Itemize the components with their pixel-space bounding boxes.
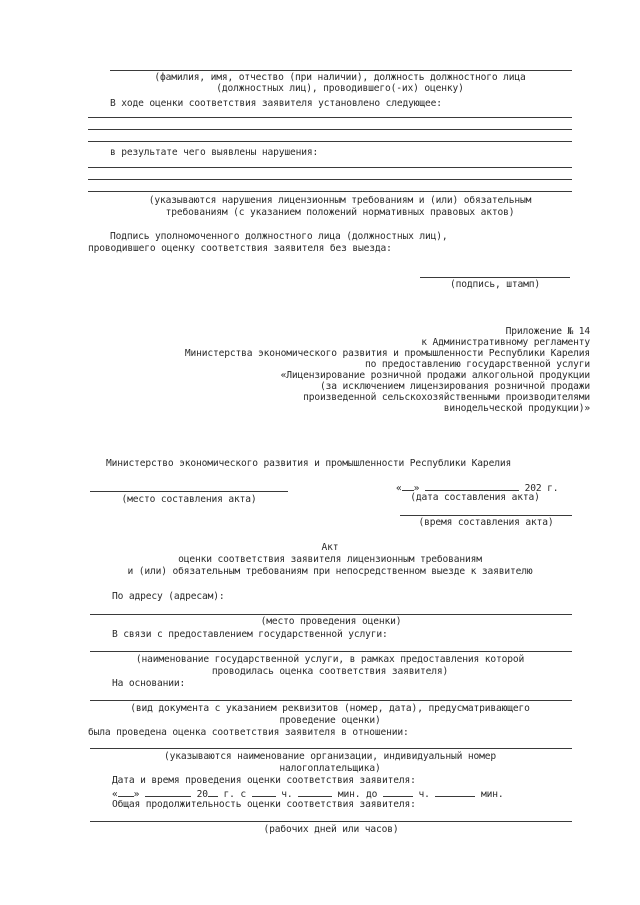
appendix-line: Приложение № 14 (505, 326, 590, 337)
service-label: В связи с предоставлением государственной услуги: (112, 629, 388, 640)
appendix-line: к Административному регламенту (421, 337, 590, 348)
org-fill-line (90, 748, 572, 749)
appendix-line: «Лицензирование розничной продажи алкогольной продукции (280, 370, 590, 381)
date-field: « » 202 г. (396, 483, 559, 494)
act-subtitle-line1: оценки соответствия заявителя лицензионным требованиям (178, 554, 482, 565)
basis-caption-line1: (вид документа с указанием реквизитов (номер, дата), предусматривающего (130, 703, 530, 714)
established-fill-line-1 (88, 117, 572, 118)
datetime-label: Дата и время проведения оценки соответствия заявителя: (112, 775, 416, 786)
duration-caption: (рабочих дней или часов) (263, 824, 399, 835)
org-caption-line1: (указываются наименование организации, индивидуальный номер (164, 751, 496, 762)
place-caption: (место составления акта) (121, 494, 257, 505)
officer-caption-line2: (должностных лиц), проводившего(-их) оценку) (216, 83, 464, 94)
time-fill-line (400, 515, 572, 516)
signature-fill-line (420, 277, 570, 278)
duration-fill-line (90, 821, 572, 822)
signature-text-line2: проводившего оценку соответствия заявителя без выезда: (88, 243, 392, 254)
service-fill-line (90, 651, 572, 652)
appendix-line: (за исключением лицензирования розничной продажи (319, 381, 590, 392)
conducted-label: была проведена оценка соответствия заявителя в отношении: (88, 727, 409, 738)
service-caption-line2: проводилась оценка соответствия заявителя) (211, 666, 449, 677)
basis-fill-line (90, 700, 572, 701)
appendix-line: Министерства экономического развития и промышленности Республики Карелия (184, 348, 590, 359)
address-fill-line (90, 614, 572, 615)
violations-label: в результате чего выявлены нарушения: (110, 147, 319, 158)
place-fill-line (90, 491, 288, 492)
established-label: В ходе оценки соответствия заявителя установлено следующее: (110, 98, 442, 109)
name-fill-line (110, 70, 572, 71)
signature-text-line1: Подпись уполномоченного должностного лица (должностных лиц), (110, 231, 448, 242)
violations-fill-line-1 (88, 167, 572, 168)
established-fill-line-2 (88, 129, 572, 130)
basis-caption-line2: проведение оценки) (279, 715, 381, 726)
officer-caption-line1: (фамилия, имя, отчество (при наличии), должность должностного лица (154, 72, 526, 83)
violations-fill-line-3 (88, 191, 572, 192)
established-fill-line-3 (88, 141, 572, 142)
org-caption-line2: налогоплательщика) (279, 763, 381, 774)
service-caption-line1: (наименование государственной услуги, в рамках предоставления которой (135, 654, 525, 665)
duration-label: Общая продолжительность оценки соответствия заявителя: (112, 799, 416, 810)
violations-fill-line-2 (88, 179, 572, 180)
appendix-line: винодельческой продукции)» (443, 403, 590, 414)
ministry-name: Министерство экономического развития и промышленности Республики Карелия (106, 458, 512, 469)
time-caption: (время составления акта) (418, 517, 554, 528)
signature-caption: (подпись, штамп) (449, 279, 540, 290)
address-label: По адресу (адресам): (112, 591, 225, 602)
act-subtitle-line2: и (или) обязательным требованиям при непосредственном выезде к заявителю (127, 566, 533, 577)
appendix-line: по предоставлению государственной услуги (364, 359, 590, 370)
appendix-line: произведенной сельскохозяйственными производителями (303, 392, 590, 403)
act-title: Акт (321, 542, 339, 553)
basis-label: На основании: (112, 678, 186, 689)
violations-caption-line2: требованиям (с указанием положений нормативных правовых актов) (165, 207, 515, 218)
datetime-fields: « » 20 г. с ч. мин. до ч. мин. (112, 789, 504, 800)
address-caption: (место проведения оценки) (260, 616, 402, 627)
date-caption: (дата составления акта) (410, 492, 540, 503)
violations-caption-line1: (указываются нарушения лицензионным требованиям и (или) обязательным (148, 195, 532, 206)
